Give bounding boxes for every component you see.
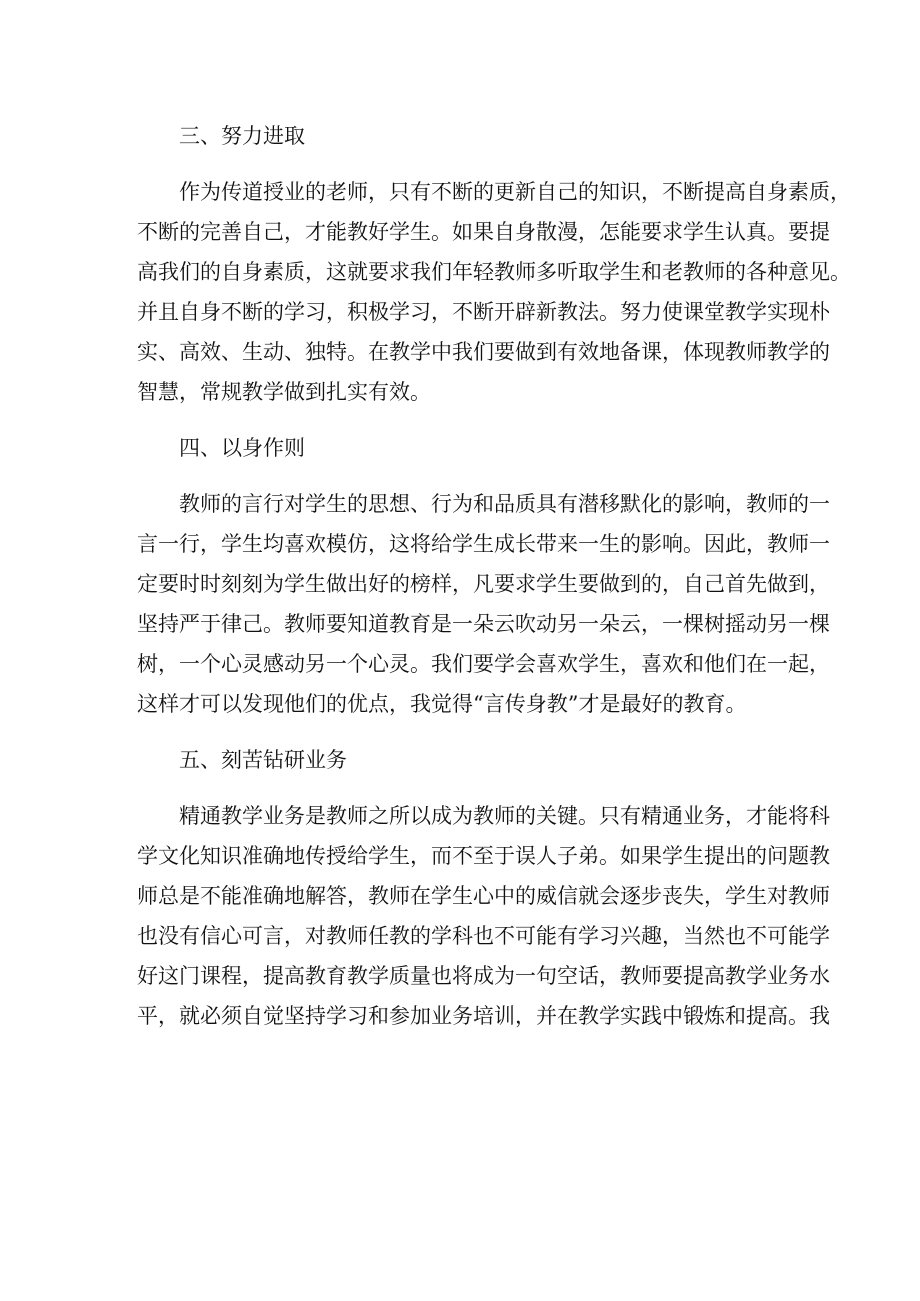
text-line: 树，一个心灵感动另一个心灵。我们要学会喜欢学生，喜欢和他们在一起， [137,652,830,676]
text-line: 并且自身不断的学习，积极学习，不断开辟新教法。努力使课堂教学实现朴 [137,300,830,324]
text-line: 坚持严于律己。教师要知道教育是一朵云吹动另一朵云，一棵树摇动另一棵 [137,612,830,636]
text-line: 高我们的自身素质，这就要求我们年轻教师多听取学生和老教师的各种意见。 [137,260,851,284]
section-heading-5: 五、刻苦钻研业务 [179,748,347,772]
text-line: 平，就必须自觉坚持学习和参加业务培训，并在教学实践中锻炼和提高。我 [137,1004,830,1028]
text-line: 作为传道授业的老师，只有不断的更新自己的知识，不断提高自身素质， [179,180,851,204]
text-line: 言一行，学生均喜欢模仿，这将给学生成长带来一生的影响。因此，教师一 [137,532,830,556]
section-paragraph-3 [137,172,851,412]
text-line: 学文化知识准确地传授给学生，而不至于误人子弟。如果学生提出的问题教 [137,844,830,868]
text-line: 师总是不能准确地解答，教师在学生心中的威信就会逐步丧失，学生对教师 [137,884,830,908]
section-heading-4: 四、以身作则 [179,436,305,460]
text-line: 智慧，常规教学做到扎实有效。 [137,380,431,404]
text-line: 这样才可以发现他们的优点，我觉得“言传身教”才是最好的教育。 [137,692,747,716]
text-line: 教师的言行对学生的思想、行为和品质具有潜移默化的影响，教师的一 [179,492,830,516]
section-heading-3: 三、努力进取 [179,124,305,148]
text-line: 也没有信心可言，对教师任教的学科也不可能有学习兴趣，当然也不可能学 [137,924,830,948]
section-paragraph-4 [137,484,830,724]
section-paragraph-5 [137,796,830,1036]
text-line: 实、高效、生动、独特。在教学中我们要做到有效地备课，体现教师教学的 [137,340,830,364]
text-line: 定要时时刻刻为学生做出好的榜样，凡要求学生要做到的，自己首先做到， [137,572,830,596]
document-page [137,116,851,1036]
text-line: 精通教学业务是教师之所以成为教师的关键。只有精通业务，才能将科 [179,804,830,828]
text-line: 不断的完善自己，才能教好学生。如果自身散漫，怎能要求学生认真。要提 [137,220,830,244]
text-line: 好这门课程，提高教育教学质量也将成为一句空话，教师要提高教学业务水 [137,964,830,988]
